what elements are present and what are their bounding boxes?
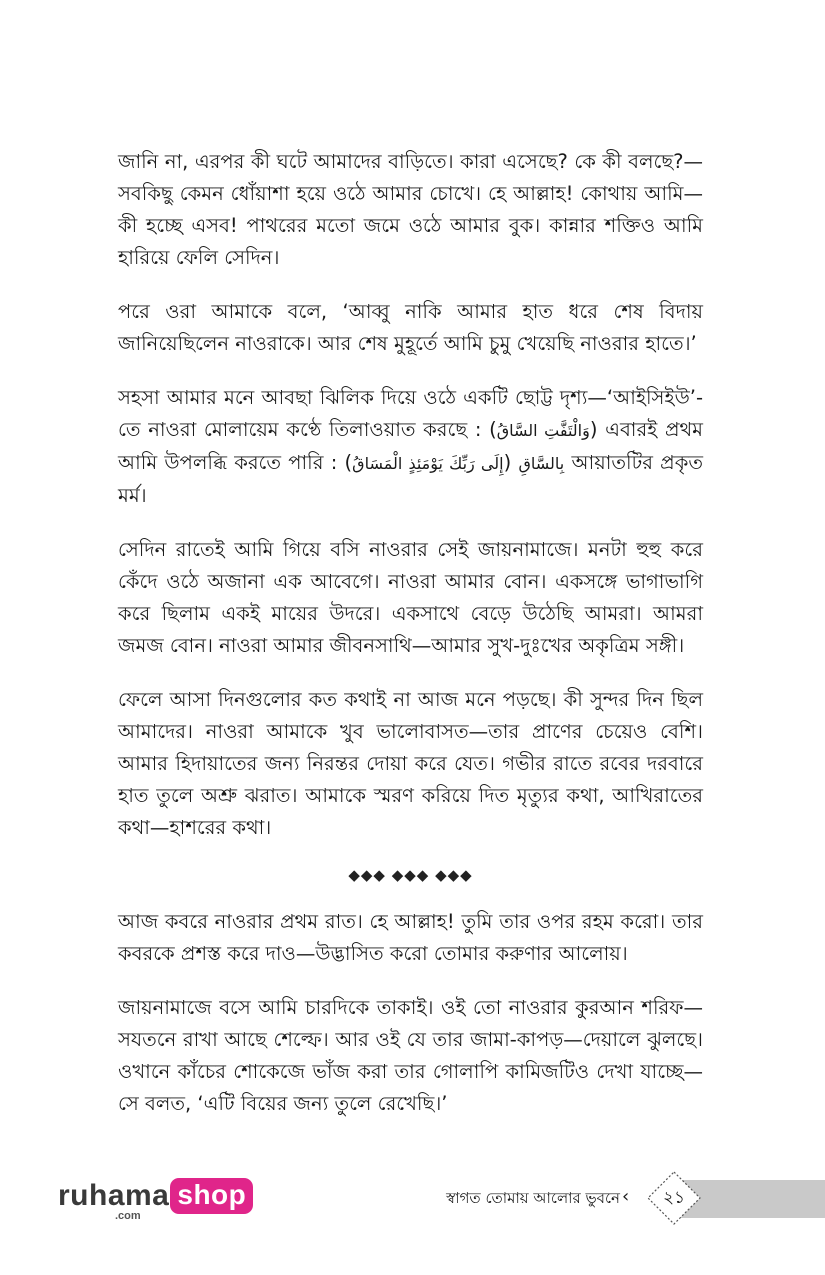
paragraph-4: ফেলে আসা দিনগুলোর কত কথাই না আজ মনে পড়ছে। কী সুন্দর দিন ছিল আমাদের। নাওরা আমাকে খুব ভালোবাসত—তার প্রাণের চেয়েও বেশি। আমার হিদায়াতের জন্য নিরন্তর দোয়া করে যেত। গভীর রাতে রবের দরবারে হাত তুলে অশ্রু ঝরাত। আমাকে স্মরণ করিয়ে দিত মৃত্যুর কথা, আখিরাতের কথা—হাশরের কথা। bbox=[118, 688, 703, 839]
paragraph-5: আজ কবরে নাওরার প্রথম রাত। হে আল্লাহ! তুমি তার ওপর রহম করো। তার কবরকে প্রশস্ত করে দাও—উদ্ভাসিত করো তোমার করুণার আলোয়। bbox=[118, 910, 703, 965]
paragraph-2: পরে ওরা আমাকে বলে, ‘আব্বু নাকি আমার হাত ধরে শেষ বিদায় জানিয়েছিলেন নাওরাকে। আর শেষ মুহূর্তে আমি চুমু খেয়েছি নাওরার হাতে।’ bbox=[118, 300, 703, 355]
page-footer bbox=[0, 1160, 825, 1240]
verse-text-2: ) এবারই প্রথম আমি উপলব্ধি করতে পারি : ( bbox=[118, 418, 703, 474]
section-divider-ornament: ◆◆◆ ◆◆◆ ◆◆◆ bbox=[348, 866, 473, 884]
logo-text: ruhama bbox=[58, 1179, 170, 1212]
page-number: ২১ bbox=[662, 1188, 686, 1208]
verse-text-1: সহসা আমার মনে আবছা ঝিলিক দিয়ে ওঠে একটি ছোট্ট দৃশ্য—‘আইসিইউ’-তে নাওরা মোলায়েম কণ্ঠে তিলাওয়াত করছে : ( bbox=[118, 386, 703, 441]
paragraph-verse bbox=[118, 382, 703, 512]
logo-domain: .com bbox=[115, 1210, 141, 1222]
arabic-verse-3: بِالسَّاقِ bbox=[518, 454, 565, 473]
page-body bbox=[118, 146, 703, 1142]
chevron-left-icon: ‹ bbox=[622, 1186, 630, 1207]
paragraph-3: সেদিন রাতেই আমি গিয়ে বসি নাওরার সেই জায়নামাজে। মনটা হুহু করে কেঁদে ওঠে অজানা এক আবেগে। নাওরা আমার বোন। একসঙ্গে ভাগাভাগি করে ছিলাম একই মায়ের উদরে। একসাথে বেড়ে উঠেছি আমরা। আমরা জমজ বোন। নাওরা আমার জীবনসাথি—আমার সুখ-দুঃখের অকৃত্রিম সঙ্গী। bbox=[118, 538, 703, 657]
verse-text-4: আয়াতটির প্রকৃত মর্ম। bbox=[118, 451, 704, 507]
arabic-verse-1: وَالْتَفَّتِ السَّاقُ bbox=[496, 421, 590, 440]
paragraph-1: জানি না, এরপর কী ঘটে আমাদের বাড়িতে। কারা এসেছে? কে কী বলছে?—সবকিছু কেমন ধোঁয়াশা হয়ে ওঠে আমার চোখে। হে আল্লাহ! কোথায় আমি—কী হচ্ছে এসব! পাথরের মতো জমে ওঠে আমার বুক। কান্নার শক্তিও আমি হারিয়ে ফেলি সেদিন। bbox=[118, 150, 703, 269]
ruhamashop-logo bbox=[58, 1178, 253, 1214]
logo-shop-badge: shop bbox=[170, 1178, 253, 1214]
arabic-verse-2: إِلَى رَبِّكَ يَوْمَئِذٍ الْمَسَاقُ bbox=[352, 454, 504, 473]
paragraph-6: জায়নামাজে বসে আমি চারদিকে তাকাই। ওই তো নাওরার কুরআন শরিফ—সযতনে রাখা আছে শেল্ফে। আর ওই যে তার জামা-কাপড়—দেয়ালে ঝুলছে। ওখানে কাঁচের শোকেজে ভাঁজ করা তার গোলাপি কামিজটিও দেখা যাচ্ছে—সে বলত, ‘এটি বিয়ের জন্য তুলে রেখেছি।’ bbox=[118, 996, 703, 1115]
verse-text-3: ) bbox=[503, 451, 519, 474]
running-book-title: স্বাগত তোমায় আলোর ভুবনে bbox=[446, 1189, 620, 1207]
